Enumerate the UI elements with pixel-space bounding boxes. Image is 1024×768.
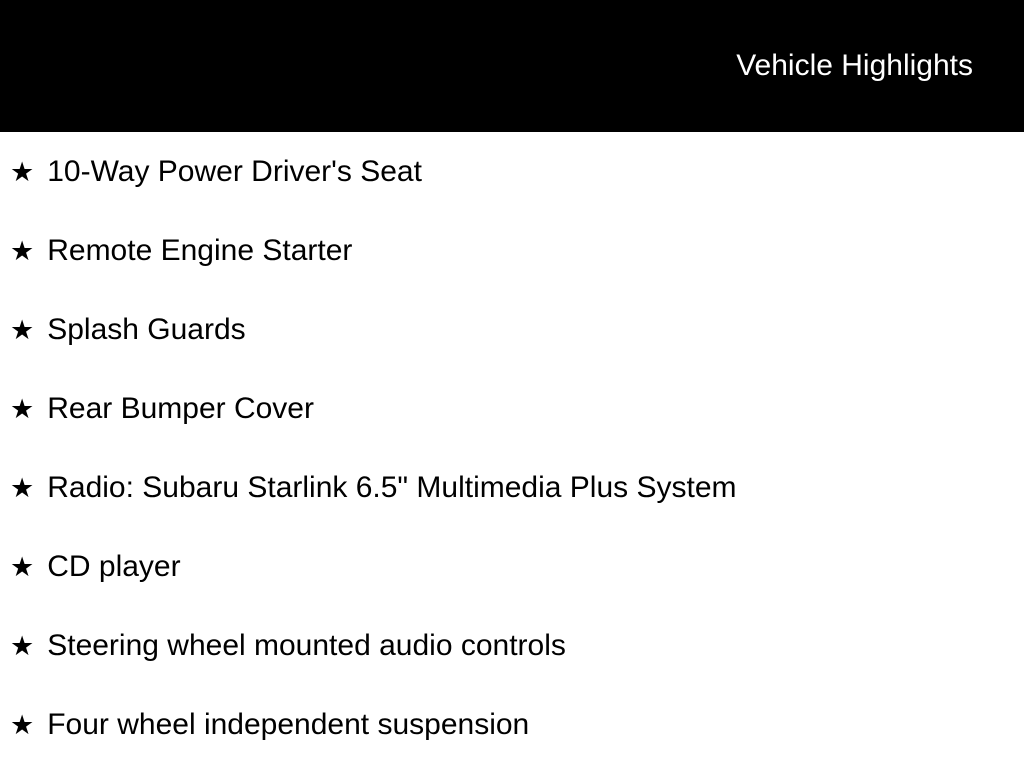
highlights-list: [0, 132, 1024, 764]
star-bullet-icon: ★: [10, 394, 35, 424]
highlight-text: CD player: [47, 550, 181, 583]
highlight-text: Steering wheel mounted audio controls: [47, 629, 566, 662]
highlight-item: [0, 685, 1024, 764]
highlight-item: [0, 448, 1024, 527]
star-bullet-icon: ★: [10, 631, 35, 661]
highlight-text: Splash Guards: [47, 313, 246, 346]
highlight-item: [0, 527, 1024, 606]
star-bullet-icon: ★: [10, 236, 35, 266]
highlight-item: [0, 132, 1024, 211]
star-bullet-icon: ★: [10, 473, 35, 503]
page-title: Vehicle Highlights: [736, 49, 973, 82]
star-bullet-icon: ★: [10, 710, 35, 740]
highlight-item: [0, 369, 1024, 448]
page-header: [0, 0, 1024, 132]
highlight-item: [0, 290, 1024, 369]
highlight-text: 10-Way Power Driver's Seat: [47, 155, 422, 188]
star-bullet-icon: ★: [10, 552, 35, 582]
highlight-text: Four wheel independent suspension: [47, 708, 530, 741]
highlight-item: [0, 606, 1024, 685]
star-bullet-icon: ★: [10, 315, 35, 345]
highlight-text: Rear Bumper Cover: [47, 392, 314, 425]
highlight-text: Remote Engine Starter: [47, 234, 353, 267]
highlight-item: [0, 211, 1024, 290]
star-bullet-icon: ★: [10, 157, 35, 187]
highlight-text: Radio: Subaru Starlink 6.5" Multimedia Plus System: [47, 471, 737, 504]
